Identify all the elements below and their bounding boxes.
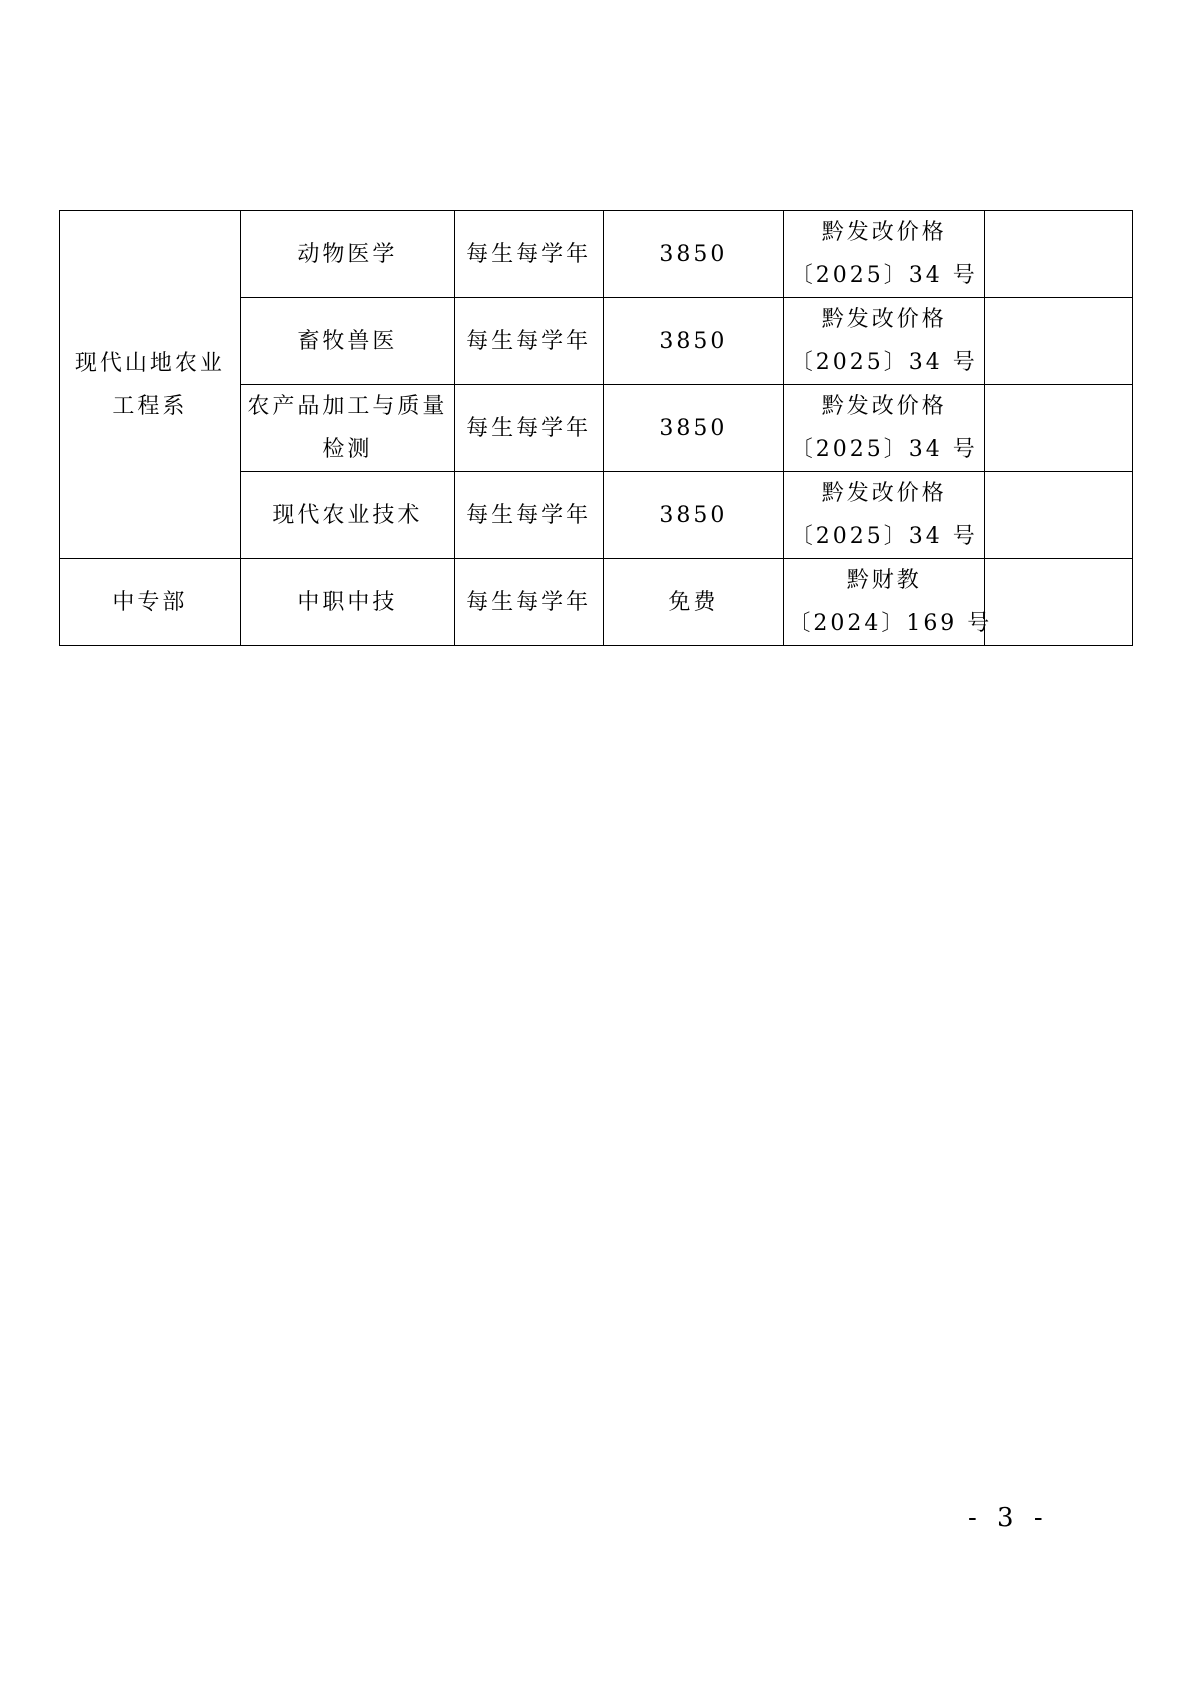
document-cell [784, 472, 985, 559]
fee-cell: 3850 [603, 385, 784, 472]
document-number: 〔2024〕169 号 [788, 611, 993, 636]
document-number: 〔2025〕34 号 [790, 524, 978, 549]
fee-table [59, 210, 1133, 646]
document-cell [784, 211, 985, 298]
fee-cell: 3850 [603, 211, 784, 298]
page-number: - 3 - [968, 1503, 1049, 1533]
remark-cell [985, 385, 1133, 472]
document-number: 〔2025〕34 号 [790, 263, 978, 288]
major-cell: 中职中技 [240, 559, 454, 646]
unit-cell: 每生每学年 [454, 385, 603, 472]
document-cell [784, 385, 985, 472]
document-number: 〔2025〕34 号 [790, 350, 978, 375]
document-title: 黔发改价格 [821, 220, 947, 245]
major-cell: 农产品加工与质量检测 [240, 385, 454, 472]
table-row [60, 211, 1133, 298]
fee-cell: 免费 [603, 559, 784, 646]
fee-cell: 3850 [603, 472, 784, 559]
document-title: 黔发改价格 [821, 394, 947, 419]
document-cell [784, 298, 985, 385]
remark-cell [985, 298, 1133, 385]
major-cell: 动物医学 [240, 211, 454, 298]
remark-cell [985, 211, 1133, 298]
unit-cell: 每生每学年 [454, 298, 603, 385]
table-row [60, 559, 1133, 646]
document-cell [784, 559, 993, 646]
remark-cell [985, 559, 1133, 646]
major-cell: 畜牧兽医 [240, 298, 454, 385]
fee-cell: 3850 [603, 298, 784, 385]
unit-cell: 每生每学年 [454, 559, 603, 646]
document-title: 黔发改价格 [821, 481, 947, 506]
department-cell: 现代山地农业工程系 [60, 211, 241, 559]
remark-cell [985, 472, 1133, 559]
document-number: 〔2025〕34 号 [790, 437, 978, 462]
document-title: 黔财教 [846, 568, 922, 593]
document-title: 黔发改价格 [821, 307, 947, 332]
major-cell: 现代农业技术 [240, 472, 454, 559]
unit-cell: 每生每学年 [454, 472, 603, 559]
department-cell: 中专部 [60, 559, 241, 646]
unit-cell: 每生每学年 [454, 211, 603, 298]
